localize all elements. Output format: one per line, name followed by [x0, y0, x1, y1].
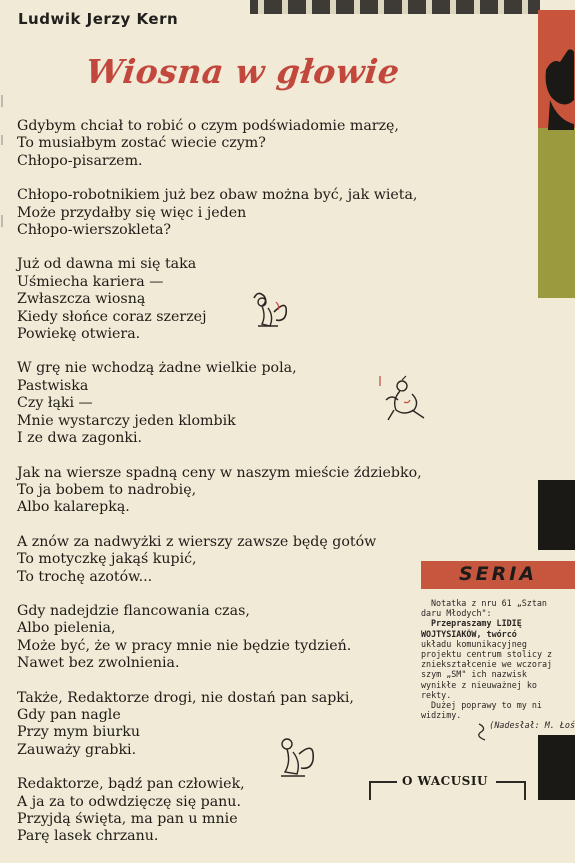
poem-line: A ja za to odwdzięczę się panu.	[17, 793, 241, 810]
poem-line: Także, Redaktorze drogi, nie dostań pan sapki,	[17, 689, 354, 706]
seria-heading: SERIA	[459, 563, 538, 585]
poem-line: Gdybym chciał to robić o czym podświadomie marzę,	[17, 118, 399, 134]
red-tick-mark	[378, 374, 390, 388]
poem-line: W grę nie wchodzą żadne wielkie pola,	[17, 360, 297, 377]
poem-stanza	[17, 776, 457, 846]
squirrel-doodle-icon-2	[273, 732, 319, 782]
poem-stanza	[17, 534, 457, 586]
poem-line: Chłopo-robotnikiem już bez obaw można być, jak wieta,	[17, 187, 418, 204]
seria-line: układu komunikacyjneg	[421, 638, 527, 649]
poem-line: To trochę azotów...	[17, 568, 153, 585]
poem-line: Uśmiecha kariera —	[17, 273, 164, 290]
wacusiu-rule-left	[369, 781, 397, 783]
poem-line: Zauważy grabki.	[17, 741, 137, 758]
seria-line: (Nadesłał: M. Łoś	[489, 720, 575, 731]
poem-line: Przyjdą święta, ma pan u mnie	[17, 811, 238, 827]
poem-line: Pastwiska	[17, 377, 89, 394]
poem-line: Albo pielenia,	[17, 620, 116, 637]
poem-line: Czy łąki —	[17, 395, 93, 412]
poem-line: To motyczkę jakąś kupić,	[17, 551, 197, 568]
poem-line: Może być, że w pracy mnie nie będzie tydzień.	[17, 637, 352, 654]
wacusiu-rule-right	[496, 781, 526, 783]
poem-line: Redaktorze, bądź pan człowiek,	[17, 776, 245, 793]
poem-line: Już od dawna mi się taka	[17, 256, 197, 273]
poem-line: Albo kalarepką.	[17, 499, 130, 516]
poem-line: Powiekę otwiera.	[17, 326, 141, 343]
poem-line: I ze dwa zagonki.	[17, 430, 143, 447]
poem-stanza	[17, 690, 457, 760]
right-olive-block	[538, 128, 575, 298]
poem-title: Wiosna w głowie	[83, 52, 402, 91]
squirrel-doodle-icon	[248, 288, 294, 332]
poem-line: Przy mym biurku	[17, 724, 141, 741]
poem-line: Mnie wystarczy jeden klombik	[17, 412, 236, 429]
poem-line: Zwłaszcza wiosną	[17, 291, 146, 308]
author-name: Ludwik Jerzy Kern	[18, 10, 179, 28]
poem-line: Chłopo-pisarzem.	[17, 152, 143, 169]
poem-line: Jak na wiersze spadną ceny w naszym mieście ździebko,	[17, 464, 422, 481]
seria-line: widzimy.	[421, 710, 462, 721]
seria-line: rekty.	[421, 689, 452, 700]
poem-stanza	[17, 465, 457, 517]
seria-line: Dużej poprawy to my ni	[431, 700, 542, 711]
poem-stanza	[17, 118, 457, 170]
poem-line: Może przydałby się więc i jeden	[17, 204, 247, 221]
poem-line: Kiedy słońce coraz szerzej	[17, 308, 207, 325]
poem-line: Chłopo-wierszokleta?	[17, 222, 172, 239]
poem-line: To musiałbym zostać wiecie czym?	[17, 135, 266, 152]
seria-line: zniekształcenie we wczoraj	[421, 659, 553, 670]
seria-line: WOJTYSIAKÓW, twórcó	[421, 628, 517, 639]
poem-line: To ja bobem to nadrobię,	[17, 481, 197, 498]
poem-line: A znów za nadwyżki z wierszy zawsze będę gotów	[17, 533, 377, 550]
wacusiu-frame-right	[524, 781, 526, 800]
poem-body	[17, 118, 457, 863]
seria-note	[421, 598, 575, 731]
poem-line: Nawet bez zwolnienia.	[17, 655, 180, 672]
poem-stanza	[17, 603, 457, 673]
seria-line: Przepraszamy LIDIĘ	[431, 618, 522, 629]
wacusiu-heading: O WACUSIU	[402, 774, 488, 788]
wacusiu-frame-left	[369, 781, 371, 800]
seria-line: projektu centrum stolicy z	[421, 649, 553, 660]
poem-line: Gdy pan nagle	[17, 706, 121, 723]
poem-stanza	[17, 256, 457, 343]
poem-stanza	[17, 187, 457, 239]
poem-line: Gdy nadejdzie flancowania czas,	[17, 602, 250, 619]
seria-line: wynikłe z nieuważnej ko	[421, 679, 537, 690]
hand-silhouette-icon	[538, 40, 575, 130]
margin-marks	[0, 95, 6, 255]
right-black-block-bottom	[538, 735, 575, 800]
seria-line: daru Młodych":	[421, 608, 492, 619]
poem-line: Parę lasek chrzanu.	[17, 828, 159, 845]
seria-line: szym „SM" ich nazwisk	[421, 669, 527, 680]
right-black-block	[538, 480, 575, 550]
seria-line: Notatka z nru 61 „Sztan	[431, 598, 547, 608]
